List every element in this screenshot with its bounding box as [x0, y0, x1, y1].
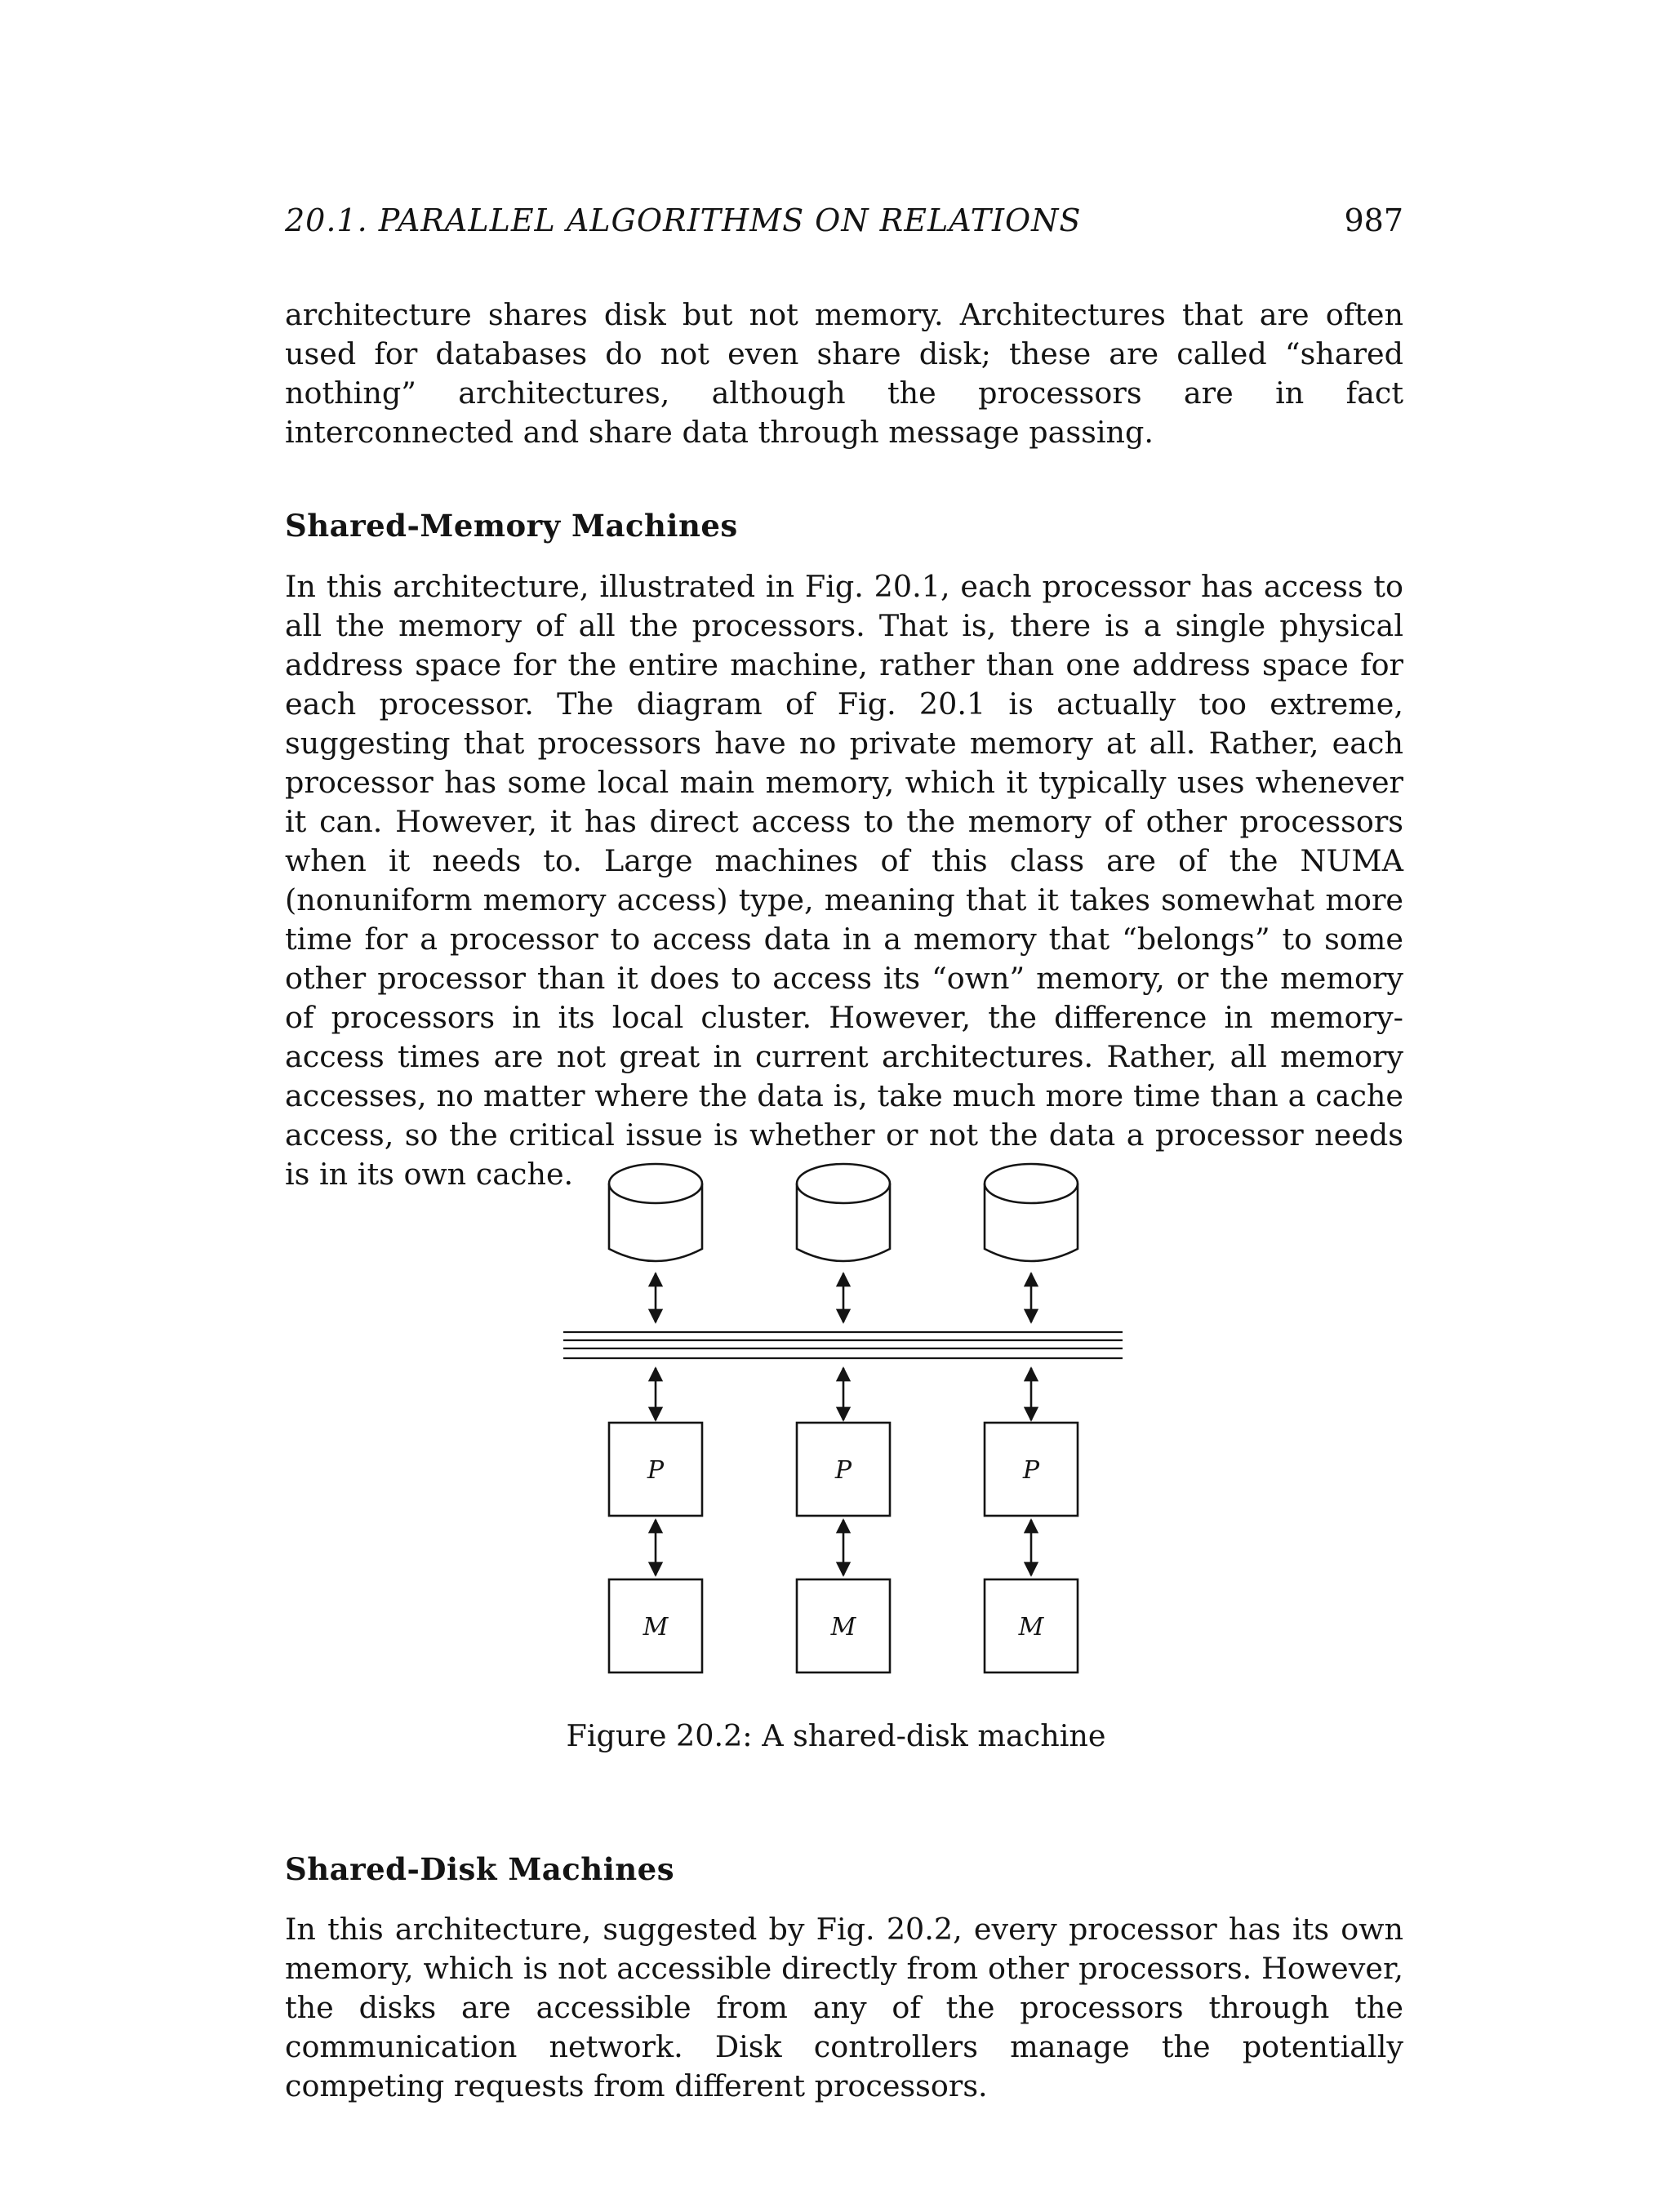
page-number: 987: [1344, 202, 1403, 238]
disk-icon: [985, 1164, 1078, 1261]
shared-disk-paragraph: In this architecture, suggested by Fig. 20.2, every processor has its own memory, which is not accessible directly from other processors. However, the disks are accessible from any of the processors through the communication network. Disk controllers manage the potentially competing requests from different processors.: [285, 1912, 1403, 2103]
intro-paragraph: architecture shares disk but not memory. Architectures that are often used for databases do not even share disk; these are called “shared nothing” architectures, although the processors are in fact interconnected and share data through message passing.: [285, 297, 1403, 450]
figure-caption: Figure 20.2: A shared-disk machine: [566, 1718, 1106, 1753]
shared-disk-figure: [555, 1151, 1143, 1681]
header-title: 20.1. PARALLEL ALGORITHMS ON RELATIONS: [285, 202, 1082, 238]
interconnection-network: [563, 1332, 1123, 1358]
disk-icon: [797, 1164, 890, 1261]
processor-label: P: [834, 1456, 852, 1485]
memory-label: M: [830, 1613, 856, 1641]
processor-label: P: [1022, 1456, 1040, 1485]
memory-label: M: [643, 1613, 669, 1641]
processor-label: P: [647, 1456, 665, 1485]
disk-icon: [609, 1164, 702, 1261]
running-header: [285, 202, 1403, 248]
heading-shared-disk: Shared-Disk Machines: [285, 1851, 675, 1887]
memory-label: M: [1018, 1613, 1044, 1641]
shared-memory-paragraph: In this architecture, illustrated in Fig. 20.1, each processor has access to all the memory of all the processors. That is, there is a single physical address space for the entire machine, rather than one address space for each processor. The diagram of Fig. 20.1 is actually too extreme, suggesting that processors have no private memory at all. Rather, each processor has some local main memory, which it typically uses whenever it can. However, it has direct access to the memory of other processors when it needs to. Large machines of this class are of the NUMA (nonuniform memory access) type, meaning that it takes somewhat more time for a processor to access data in a memory that “belongs” to some other processor than it does to access its “own” memory, or the memory of processors in its local cluster. However, the difference in memory-access times are not great in current architectures. Rather, all memory accesses, no matter where the data is, take much more time than a cache access, so the critical issue is whether or not the data a processor needs is in its own cache.: [285, 569, 1403, 1192]
heading-shared-memory: Shared-Memory Machines: [285, 508, 738, 544]
